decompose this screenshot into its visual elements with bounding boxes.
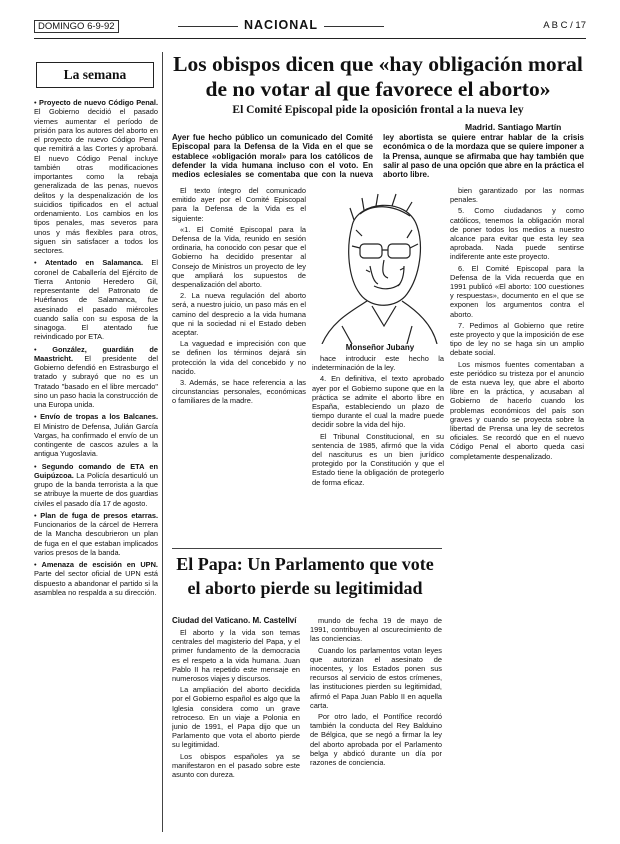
brief-item: • Amenaza de escisión en UPN. Parte del sector oficial de UPN está dispuesto a abandonar el partido si la asamblea no respalda a su dirección.: [34, 560, 158, 597]
paragraph: 7. Pedimos al Gobierno que retire este proyecto y que la imposición de ese tipo de ley no se haga sin un amplio debate social.: [450, 320, 584, 358]
brief-text: El coronel de Caballería del Ejército de Tierra Antonio Heredero Gil, representante del Patronato de Huérfanos de Salamanca, fue asesinado el pasado miércoles cuando salía con su esposa de la sinagoga. El atentado fue reivindicado por ETA.: [34, 258, 158, 342]
paragraph: Los obispos españoles ya se manifestaron en el pasado sobre este asunto con dureza.: [172, 751, 300, 780]
article-column-1: [172, 186, 306, 546]
paragraph: El texto íntegro del comunicado emitido ayer por el Comité Episcopal para la Defensa de la Vida es el siguiente:: [172, 186, 306, 223]
paragraph: 4. En definitiva, el texto aprobado ayer por el Gobierno supone que en la práctica se admite el aborto libre en España, estableciendo un plazo de tiempo durante el cual la madre puede decidir sobre la vida del hijo.: [312, 374, 444, 430]
papa-byline: Ciudad del Vaticano. M. Castellví: [172, 616, 297, 625]
article-lead: Ayer fue hecho público un comunicado del Comité Episcopal para la Defensa de la Vida en el que se establece «obligación moral» para los católicos de defender la vida humana incluso con el voto. En medios eclesiales se comentaba que con la nueva ley abortista se quiere entrar hablar de la crisis económica o de la mordaza que se quiere imponer a la Prensa, aunque se afirmaba que hay también que salir al paso de una opción que abre en la práctica el aborto libre.: [172, 133, 584, 180]
brief-text: La Policía desarticuló un grupo de la banda terrorista a la que se atribuye la muerte de dos guardias civiles el pasado día 17 de agosto.: [34, 470, 158, 508]
paragraph: Cuando los parlamentos votan leyes que autorizan el asesinato de inocentes, y los Estados ponen sus recursos al servicio de estos crímenes, las instituciones pierden su legitimidad, afirmó el Papa Juan Pablo II en aquella carta.: [310, 645, 442, 710]
brief-item: • Atentado en Salamanca. El coronel de Caballería del Ejército de Tierra Antonio Heredero Gil, representante del Patronato de Huérfanos de Salamanca, fue asesinado el pasado miércoles cuando salía con su esposa de la sinagoga. El atentado fue reivindicado por ETA.: [34, 258, 158, 342]
portrait-caption: Monseñor Jubany: [345, 343, 415, 352]
brief-title: Envío de tropas a los Balcanes.: [40, 412, 158, 422]
brief-title: Segundo comando de ETA en Guipúzcoa.: [34, 461, 158, 480]
papa-headline: El Papa: Un Parlamento que vote el aborto pierde su legitimidad: [176, 554, 434, 598]
divider: [172, 548, 442, 549]
paragraph: mundo de fecha 19 de mayo de 1991, contribuyen al oscurecimiento de las conciencias.: [310, 616, 442, 644]
papa-column-1: [172, 628, 300, 832]
brief-item: • Envío de tropas a los Balcanes. El Ministro de Defensa, Julián García Vargas, ha confirmado el envío de un contingente de cascos azules a la antigua Yugoslavia.: [34, 412, 158, 459]
brief-item: • González, guardián de Maastricht. El presidente del Gobierno defendió en Estrasburgo el tratado y subrayó que no es un Tratado "basado en el libre mercado" sino un paso hacia la construcción de una Europa unida.: [34, 344, 158, 409]
brief-text: El Ministro de Defensa, Julián García Vargas, ha confirmado el envío de un contingente de cascos azules a la antigua Yugoslavia.: [34, 421, 158, 459]
paragraph: 2. La nueva regulación del aborto será, a nuestro juicio, un paso más en el camino del desprecio a la vida humana que ni la sociedad ni el Estado deben aceptar.: [172, 291, 306, 338]
section-title: NACIONAL: [244, 18, 318, 32]
paragraph: 6. El Comité Episcopal para la Defensa de la Vida recuerda que en 1991 publicó «El aborto: 100 cuestiones y respuestas», documento en el que se exponen los argumentos contra el aborto.: [450, 263, 584, 319]
paragraph: La vaguedad e imprecisión con que se definen los términos dejará sin protección la vida del concebido y no nacido.: [172, 339, 306, 376]
issue-date: DOMINGO 6-9-92: [34, 20, 119, 33]
brief-text: Parte del sector oficial de UPN está dispuesto a abandonar el partido si la asamblea no respalda a su dirección.: [34, 569, 158, 597]
paragraph: El Tribunal Constitucional, en su sentencia de 1985, afirmó que la vida del nasciturus es un bien jurídico protegido por la Constitución y que el Estado tiene la obligación de protegerlo de forma eficaz.: [312, 431, 444, 487]
sidebar-la-semana: [34, 52, 163, 832]
brief-title: González, guardián de Maastricht.: [34, 344, 158, 363]
brief-text: El Gobierno decidió el pasado viernes aumentar el período de prisión para los autores del aborto en el proyecto de nuevo Código Penal que remitirá a las Cortes y aprobará. El nuevo Código Penal incluye también otras modificaciones importantes como la rebaja generalizada de las penas, nuevos delitos y la despenalización de los suicidios tipificados en el actual ordenamiento. Los cambios en los tipos penales, mas severos para unos y más flexibles para otros, siguen sin satisfacer a todos los sectores.: [34, 107, 158, 255]
article-column-2: [312, 354, 444, 546]
brief-text: El presidente del Gobierno defendió en Estrasburgo el tratado y subrayó que no es un Tratado "basado en el libre mercado" sino un paso hacia la construcción de una Europa unida.: [34, 353, 158, 409]
main-subheadline: El Comité Episcopal pide la oposición frontal a la nueva ley: [232, 104, 524, 116]
paragraph: bien garantizado por las normas penales.: [450, 186, 584, 205]
paragraph: El aborto y la vida son temas centrales del magisterio del Papa, y el primer fundamento de la democracia es el respeto a la vida humana. Juan Pablo II ha repetido este mensaje en numerosos viajes y discursos.: [172, 628, 300, 684]
paragraph: 5. Como ciudadanos y como católicos, tenemos la obligación moral de poner todos los medios a nuestro alcance para evitar que esta ley sea aprobada. Nada puede sentirse indiferente ante este proyecto.: [450, 206, 584, 262]
brief-title: Proyecto de nuevo Código Penal.: [39, 98, 158, 107]
paragraph: «1. El Comité Episcopal para la Defensa de la Vida, reunido en sesión ordinaria, ha conocido con pesar que el Gobierno ha decidido presentar al Consejo de Ministros un proyecto de ley que ampliará los supuestos de despenalización del aborto.: [172, 224, 306, 290]
brief-title: Plan de fuga de presos etarras.: [40, 510, 158, 520]
sidebar-title: La semana: [36, 62, 154, 88]
brief-item: • Proyecto de nuevo Código Penal. El Gobierno decidió el pasado viernes aumentar el período de prisión para los autores del aborto en el proyecto de nuevo Código Penal que remitirá a las Cortes y aprobará. El nuevo Código Penal incluye también otras modificaciones importantes como la rebaja generalizada de las penas, nuevos delitos y la despenalización de los suicidios tipificados en el actual ordenamiento. Los cambios en los tipos penales, mas severos para unos y más flexibles para otros, siguen sin satisfacer a todos los sectores.: [34, 98, 158, 255]
page-header: [34, 20, 586, 39]
portrait-illustration: [312, 186, 442, 344]
brief-item: • Plan de fuga de presos etarras. Funcionarios de la cárcel de Herrera de la Mancha descubrieron un plan de fuga en el que estaban implicados varios presos de la banda.: [34, 510, 158, 557]
paragraph: 3. Además, se hace referencia a las circunstancias personales, económicas o familiares de la madre.: [172, 378, 306, 406]
brief-item: • Segundo comando de ETA en Guipúzcoa. La Policía desarticuló un grupo de la banda terrorista a la que se atribuye la muerte de dos guardias civiles el pasado día 17 de agosto.: [34, 461, 158, 508]
main-byline: Madrid. Santiago Martín: [465, 122, 562, 132]
page-number: A B C / 17: [543, 20, 586, 31]
brief-title: Amenaza de escisión en UPN.: [41, 560, 158, 569]
paragraph: La ampliación del aborto decidida por el Gobierno español es algo que la Iglesia considera como un grave retroceso. En un viaje a Polonia en junio de 1991, el Papa dijo que un Parlamento que vota el aborto pierde su legitimidad.: [172, 685, 300, 750]
article-column-3: [450, 186, 584, 832]
brief-text: Funcionarios de la cárcel de Herrera de la Mancha descubrieron un plan de fuga en el que estaban implicados varios presos de la banda.: [34, 520, 158, 557]
main-headline: Los obispos dicen que «hay obligación moral de no votar al que favorece el aborto»: [173, 52, 583, 101]
paragraph: Los mismos fuentes comentaban a este periódico su tristeza por el anuncio de esta nueva ley, que abre el aborto libre en la práctica, y acusaban al Gobierno de hacerlo cuando los problemas económicos del país son graves y cuando se proyecta sobre la libertad de Prensa una ley de secretos oficiales. Se recordó que en el nuevo Código Penal el aborto queda casi completamente despenalizado.: [450, 359, 584, 461]
paragraph: hace introducir este hecho la indeterminación de la ley.: [312, 354, 444, 373]
brief-title: Atentado en Salamanca.: [44, 258, 144, 268]
papa-column-2: [310, 616, 442, 832]
paragraph: Por otro lado, el Pontífice recordó también la conducta del Rey Balduino de Bélgica, que se negó a firmar la ley del aborto aprobada por el Parlamento belga y abdicó durante un día por razones de conciencia.: [310, 712, 442, 768]
